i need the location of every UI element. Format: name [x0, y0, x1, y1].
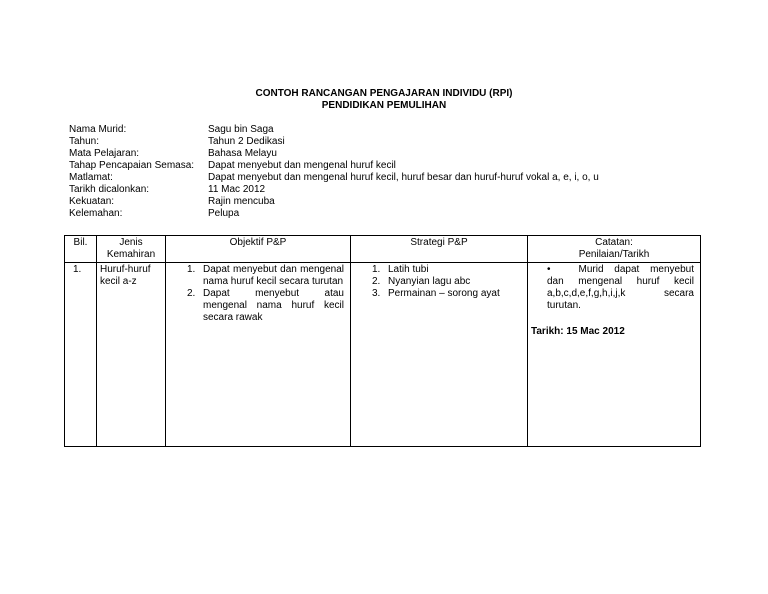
list-text: Dapat menyebut dan mengenal nama huruf kecil secara turutan — [203, 264, 344, 287]
list-item — [368, 264, 524, 276]
cell-objektif — [166, 263, 351, 447]
header-objektif: Objektif P&P — [166, 236, 351, 263]
info-value: Tahun 2 Dedikasi — [208, 136, 285, 147]
info-value: Bahasa Melayu — [208, 148, 277, 159]
list-text: Nyanyian lagu abc — [388, 276, 471, 287]
info-label: Kekuatan: — [69, 196, 115, 207]
list-text: Dapat menyebut atau mengenal nama huruf kecil secara rawak — [203, 288, 344, 323]
list-number: 2. — [372, 276, 381, 287]
header-catatan — [528, 236, 701, 263]
list-item — [368, 276, 524, 288]
info-label: Matlamat: — [69, 172, 113, 183]
info-value: Dapat menyebut dan mengenal huruf kecil — [208, 160, 396, 171]
header-jenis — [97, 236, 166, 263]
list-item — [183, 264, 344, 288]
bullet-icon: • — [547, 264, 551, 275]
info-value: Sagu bin Saga — [208, 124, 274, 135]
info-value: Rajin mencuba — [208, 196, 275, 207]
rpi-table — [64, 235, 701, 447]
info-label: Tahun: — [69, 136, 100, 147]
list-number: 2. — [187, 288, 196, 299]
cell-bil: 1. — [65, 263, 97, 447]
header-jenis-line2: Kemahiran — [106, 249, 156, 260]
list-number: 1. — [187, 264, 196, 275]
cell-strategi — [351, 263, 528, 447]
document-title: CONTOH RANCANGAN PENGAJARAN INDIVIDU (RPI) — [255, 88, 513, 99]
list-item — [368, 288, 524, 300]
info-label: Nama Murid: — [69, 124, 127, 135]
catatan-text: Murid dapat menyebut dan mengenal huruf kecil a,b,c,d,e,f,g,h,i,j,k secara turutan. — [547, 264, 694, 311]
info-value: Pelupa — [208, 208, 240, 219]
catatan-tarikh: Tarikh: 15 Mac 2012 — [531, 326, 625, 337]
info-label: Mata Pelajaran: — [69, 148, 140, 159]
list-number: 3. — [372, 288, 381, 299]
header-catatan-line1: Catatan: — [595, 237, 633, 248]
header-jenis-line1: Jenis — [119, 237, 143, 248]
info-label: Tarikh dicalonkan: — [69, 184, 150, 195]
info-label: Tahap Pencapaian Semasa: — [69, 160, 195, 171]
info-label: Kelemahan: — [69, 208, 123, 219]
list-text: Permainan – sorong ayat — [388, 288, 500, 299]
info-value: 11 Mac 2012 — [208, 184, 266, 195]
cell-jenis: Huruf-huruf kecil a-z — [97, 263, 166, 447]
list-text: Latih tubi — [388, 264, 429, 275]
objektif-list — [183, 264, 344, 324]
document-subtitle: PENDIDIKAN PEMULIHAN — [321, 100, 447, 111]
header-catatan-line2: Penilaian/Tarikh — [578, 249, 650, 260]
header-bil: Bil. — [65, 236, 97, 263]
list-item — [183, 288, 344, 324]
info-value: Dapat menyebut dan mengenal huruf kecil, huruf besar dan huruf-huruf vokal a, e, i, o, u — [208, 172, 599, 183]
header-strategi: Strategi P&P — [351, 236, 528, 263]
catatan-note — [531, 264, 697, 312]
cell-catatan — [528, 263, 701, 447]
strategi-list — [368, 264, 524, 300]
table-header-row — [65, 236, 701, 263]
list-number: 1. — [372, 264, 381, 275]
table-row — [65, 263, 701, 447]
